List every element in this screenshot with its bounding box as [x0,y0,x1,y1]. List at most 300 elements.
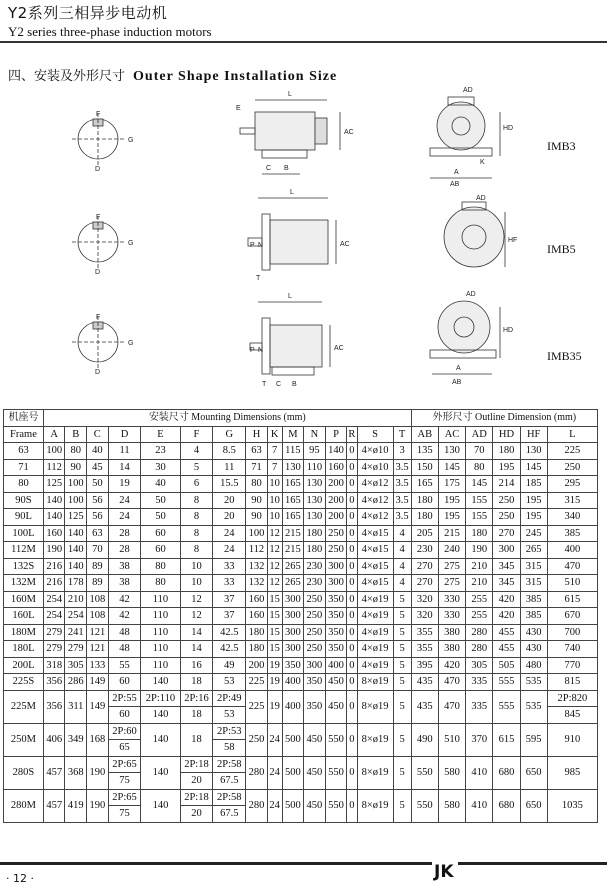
frame-cell: 71 [4,459,44,476]
dimension-cell: 400 [282,674,304,691]
dimension-cell: 555 [493,674,520,691]
dimension-cell: 18 [180,723,213,756]
dimension-cell: 350 [304,690,326,723]
section-title-zh: 四、安装及外形尺寸 [8,69,126,84]
table-row [4,591,598,608]
dimension-cell: 18 [180,674,213,691]
dimension-cell: 0 [347,459,357,476]
dimension-cell: 5 [393,591,411,608]
dimension-cell: 140 [65,542,87,559]
dimension-cell: 250 [325,525,347,542]
column-header: A [43,426,65,443]
dimension-cell: 350 [304,674,326,691]
dimension-cell: 33 [213,558,246,575]
dim-label: AB [452,379,462,386]
dimension-cell: 15.5 [213,476,246,493]
dimension-cell: 450 [325,690,347,723]
dimension-cell: 130 [304,492,326,509]
dimension-cell: 2P:18 [180,756,213,773]
frame-cell: 225M [4,690,44,723]
dimension-cell: 42 [108,608,141,625]
dimension-cell: 125 [43,476,65,493]
dimension-cell: 255 [466,608,493,625]
dimension-cell: 11 [213,459,246,476]
dimension-cell: 18 [180,707,213,724]
dim-label: K [480,159,485,166]
dimension-cell: 250 [493,509,520,526]
dimension-cell: 4×ø15 [357,575,393,592]
dimension-cell: 50 [141,492,180,509]
dimension-cell: 160 [325,459,347,476]
column-header: D [108,426,141,443]
dimension-cell: 24 [267,789,282,822]
dimension-cell: 555 [493,690,520,723]
dimension-cell: 180 [466,525,493,542]
dimension-cell: 3.5 [393,459,411,476]
dimension-cell: 510 [547,575,597,592]
dimension-cell: 500 [282,756,304,789]
mounting-label-imb3: IMB3 [547,139,576,153]
shaft-section-b5 [72,216,124,268]
dimension-cell: 80 [141,558,180,575]
dimension-cell: 132 [246,575,268,592]
dimension-cell: 0 [347,608,357,625]
frame-header-zh: 机座号 [4,410,44,427]
dimension-cell: 320 [411,591,438,608]
dimension-cell: 15 [267,591,282,608]
frame-cell: 280M [4,789,44,822]
dimension-cell: 2P:55 [108,690,141,707]
dim-label: D [95,369,101,376]
frame-cell: 132M [4,575,44,592]
dimension-cell: 815 [547,674,597,691]
dimension-cell: 67.5 [213,806,246,823]
dimension-cell: 110 [141,591,180,608]
dim-label: A [456,365,461,372]
dimension-cell: 215 [282,542,304,559]
dimension-cell: 250 [493,492,520,509]
dim-label: C [276,381,282,388]
dimension-cell: 406 [43,723,65,756]
dimension-cell: 90 [246,509,268,526]
table-row [4,723,598,740]
dimension-cell: 2P:16 [180,690,213,707]
dimension-cell: 0 [347,591,357,608]
dimension-cell: 12 [180,608,213,625]
dimension-cell: 65 [108,740,141,757]
dimension-cell: 140 [65,558,87,575]
dimension-cell: 250 [304,608,326,625]
frame-header-en: Frame [4,426,44,443]
dimension-cell: 121 [87,641,109,658]
dimension-cell: 265 [520,542,547,559]
dim-label: L [288,293,292,300]
dimension-cell: 200 [325,476,347,493]
dim-label: AC [340,241,350,248]
dimension-cell: 20 [180,773,213,790]
dimension-cell: 5 [393,789,411,822]
dimension-cell: 95 [304,443,326,460]
dimension-cell: 12 [267,558,282,575]
frame-cell: 80 [4,476,44,493]
dimension-cell: 10 [180,558,213,575]
dimension-cell: 490 [411,723,438,756]
dimension-cell: 280 [246,756,268,789]
dimension-cell: 2P:65 [108,789,141,806]
column-header: AD [466,426,493,443]
dimension-cell: 0 [347,476,357,493]
dimension-cell: 0 [347,443,357,460]
dimension-cell: 8×ø19 [357,789,393,822]
dim-label: F [96,314,101,321]
dimension-cell: 8×ø19 [357,756,393,789]
dimension-cell: 180 [411,509,438,526]
dimension-cell: 130 [304,509,326,526]
dimension-cell: 385 [520,608,547,625]
dimension-cell: 210 [466,558,493,575]
dimension-cell: 305 [466,657,493,674]
dimension-cell: 350 [325,641,347,658]
dimension-cell: 70 [87,542,109,559]
dimension-cell: 145 [466,476,493,493]
dimension-cell: 241 [65,624,87,641]
dimension-cell: 49 [213,657,246,674]
dimension-cell: 28 [108,542,141,559]
dimension-cell: 385 [520,591,547,608]
dimension-cell: 80 [246,476,268,493]
dimension-cell: 5 [393,641,411,658]
dimension-cell: 0 [347,657,357,674]
frame-cell: 280S [4,756,44,789]
dimension-cell: 195 [493,459,520,476]
dimension-cell: 450 [304,789,326,822]
dimension-cell: 100 [65,476,87,493]
dimension-cell: 140 [43,509,65,526]
dimension-cell: 230 [304,558,326,575]
dimension-cell: 300 [493,542,520,559]
dim-label: HD [503,125,514,132]
table-row [4,608,598,625]
dimension-cell: 135 [411,443,438,460]
dimension-cell: 80 [65,443,87,460]
dimension-cell: 130 [520,443,547,460]
dim-label: E [236,105,241,112]
dimension-cell: 410 [466,789,493,822]
dimension-cell: 160 [43,525,65,542]
dimension-cell: 0 [347,756,357,789]
page-title-en: Y2 series three-phase induction motors [8,24,212,39]
dimension-cell: 380 [438,641,465,658]
dimension-cell: 279 [43,624,65,641]
dimension-cell: 190 [87,789,109,822]
dimension-cell: 20 [213,492,246,509]
dim-label: AC [334,345,344,352]
dimension-cell: 149 [87,674,109,691]
dimension-cell: 770 [547,657,597,674]
dimension-cell: 121 [87,624,109,641]
dimension-cell: 145 [438,459,465,476]
dimension-cell: 457 [43,789,65,822]
dimension-cell: 400 [282,690,304,723]
dimension-cell: 4 [180,443,213,460]
dimension-cell: 89 [87,575,109,592]
dimension-cell: 130 [438,443,465,460]
dimension-cell: 286 [65,674,87,691]
dimension-cell: 4×ø10 [357,459,393,476]
dimension-cell: 75 [108,806,141,823]
dimension-cell: 680 [493,789,520,822]
dimension-cell: 8 [180,542,213,559]
frame-cell: 180L [4,641,44,658]
dimension-cell: 56 [87,492,109,509]
dimension-cell: 10 [180,575,213,592]
dim-label: L [288,91,292,98]
dimension-cell: 230 [411,542,438,559]
dimension-cell: 53 [213,674,246,691]
table-row [4,756,598,773]
column-header: N [304,426,326,443]
table-row [4,542,598,559]
dimension-cell: 265 [282,558,304,575]
dimension-cell: 356 [43,674,65,691]
dimension-cell: 1035 [547,789,597,822]
group-header-row [4,410,598,427]
dimension-cell: 5 [180,459,213,476]
dimension-cell: 4×ø12 [357,476,393,493]
dimension-cell: 63 [246,443,268,460]
dimension-cell: 48 [108,624,141,641]
motor-side-b35 [250,302,330,375]
dimension-cell: 450 [304,756,326,789]
mounting-label-imb5: IMB5 [547,242,576,256]
dimension-cell: 24 [267,756,282,789]
dimension-cell: 12 [267,575,282,592]
dimension-cell: 230 [304,575,326,592]
dimension-cell: 435 [411,674,438,691]
frame-cell: 250M [4,723,44,756]
dimension-cell: 455 [493,641,520,658]
table-row [4,575,598,592]
dimension-cell: 470 [438,690,465,723]
dimension-cell: 38 [108,558,141,575]
motor-side-b3 [240,100,340,174]
dimension-cell: 250 [304,641,326,658]
dimension-cell: 0 [347,624,357,641]
motor-end-b35 [430,301,500,374]
dimension-cell: 145 [520,459,547,476]
dimension-cell: 15 [267,624,282,641]
dimension-cell: 12 [267,525,282,542]
dimension-cell: 305 [65,657,87,674]
dimension-cell: 435 [411,690,438,723]
dimension-cell: 0 [347,575,357,592]
dimension-cell: 15 [267,608,282,625]
dimension-cell: 845 [547,707,597,724]
dimension-cell: 155 [466,492,493,509]
dimension-cell: 178 [65,575,87,592]
dimension-cell: 180 [493,443,520,460]
dimension-cell: 275 [438,575,465,592]
dimension-cell: 140 [325,443,347,460]
dimension-cell: 63 [87,525,109,542]
dim-label: AB [450,181,460,188]
dim-label: G [128,137,134,144]
dimension-cell: 580 [438,789,465,822]
dimension-cell: 37 [213,608,246,625]
dimension-cell: 380 [438,624,465,641]
dimension-cell: 4×ø15 [357,542,393,559]
dimension-cell: 254 [43,591,65,608]
dimension-cell: 350 [325,624,347,641]
column-header: AB [411,426,438,443]
dimension-cell: 270 [411,575,438,592]
dimension-cell: 160 [246,591,268,608]
dimension-cell: 385 [547,525,597,542]
dimension-cell: 7 [267,443,282,460]
dimension-cell: 3.5 [393,509,411,526]
dimension-cell: 280 [246,789,268,822]
dimension-cell: 345 [493,575,520,592]
page-title-zh: Y2系列三相异步电动机 [8,4,168,22]
dimension-cell: 8 [180,492,213,509]
dimension-cell: 500 [282,789,304,822]
column-header: M [282,426,304,443]
dimension-cell: 4×ø10 [357,443,393,460]
dimension-cell: 5 [393,723,411,756]
dimension-cell: 165 [282,509,304,526]
shaft-section-b3 [72,113,124,165]
dimension-cell: 680 [493,756,520,789]
dimension-cell: 50 [141,509,180,526]
dimension-cell: 210 [466,575,493,592]
dimension-cell: 133 [87,657,109,674]
svg-text:JK: JK [434,862,454,882]
outline-group-header: 外形尺寸 Outline Dimension (mm) [411,410,597,427]
dimension-cell: 14 [180,641,213,658]
dimension-cell: 42.5 [213,624,246,641]
dim-label: N [258,347,264,354]
dimension-cell: 4 [393,525,411,542]
column-header: HD [493,426,520,443]
dimension-cell: 205 [411,525,438,542]
dimension-cell: 650 [520,756,547,789]
dimension-cell: 16 [180,657,213,674]
dimension-cell: 311 [65,690,87,723]
dimension-cell: 550 [325,756,347,789]
table-row [4,476,598,493]
dimension-cell: 370 [466,723,493,756]
dim-label: B [284,165,289,172]
column-header: T [393,426,411,443]
table-row [4,509,598,526]
dimension-cell: 100 [246,525,268,542]
dim-label: D [95,166,101,173]
dimension-cell: 395 [411,657,438,674]
dimension-cell: 8 [180,525,213,542]
dimension-cell: 350 [282,657,304,674]
frame-cell: 200L [4,657,44,674]
dimension-cell: 2P:60 [108,723,141,740]
dimension-cell: 90 [246,492,268,509]
table-row [4,789,598,806]
dimension-cell: 60 [141,542,180,559]
dimension-cell: 318 [43,657,65,674]
dimension-cell: 67.5 [213,773,246,790]
dimension-cell: 279 [65,641,87,658]
dimension-cell: 108 [87,591,109,608]
dimension-cell: 300 [282,591,304,608]
dimension-cell: 89 [87,558,109,575]
dimension-cell: 140 [43,492,65,509]
dim-label: D [95,269,101,276]
dimension-cell: 165 [282,476,304,493]
dimension-cell: 670 [547,608,597,625]
dimension-cell: 0 [347,492,357,509]
dimension-cell: 195 [438,492,465,509]
dimension-cell: 165 [282,492,304,509]
dimension-cell: 24 [213,542,246,559]
dimension-cell: 270 [411,558,438,575]
column-header: AC [438,426,465,443]
dim-label: B [292,381,297,388]
dimension-cell: 132 [246,558,268,575]
dimension-cell: 195 [520,509,547,526]
column-header: S [357,426,393,443]
column-header: R [347,426,357,443]
dimension-cell: 300 [325,558,347,575]
dimension-cell: 180 [246,641,268,658]
dim-label: F [96,214,101,221]
shaft-section-b35 [72,316,124,368]
dimension-cell: 550 [411,789,438,822]
dimension-cell: 255 [466,591,493,608]
dimension-cell: 2P:58 [213,789,246,806]
dimension-cell: 0 [347,525,357,542]
dimension-cell: 19 [267,657,282,674]
dimension-cell: 140 [141,756,180,789]
frame-cell: 180M [4,624,44,641]
dimension-cell: 340 [547,509,597,526]
dim-label: AD [463,87,473,94]
dimension-cell: 2P:110 [141,690,180,707]
dimension-cell: 24 [108,492,141,509]
table-row [4,525,598,542]
dimension-cell: 10 [267,492,282,509]
dimension-cell: 4×ø19 [357,624,393,641]
dimension-cell: 150 [411,459,438,476]
dimension-cell: 33 [213,575,246,592]
dimension-cell: 510 [438,723,465,756]
dimension-cell: 6 [180,476,213,493]
dimension-cell: 42 [108,591,141,608]
dimension-cell: 130 [304,476,326,493]
dimension-cell: 48 [108,641,141,658]
dimension-cell: 210 [65,591,87,608]
dimension-cell: 165 [411,476,438,493]
dimension-cell: 200 [325,509,347,526]
column-header: HF [520,426,547,443]
frame-cell: 63 [4,443,44,460]
motor-end-b5 [444,202,505,267]
dimension-cell: 250 [304,591,326,608]
dimension-cell: 195 [438,509,465,526]
dimension-cell: 140 [141,723,180,756]
dimension-cell: 350 [325,608,347,625]
dimension-cell: 315 [520,575,547,592]
dimension-cell: 216 [43,575,65,592]
dimension-cell: 112 [246,542,268,559]
dimension-cell: 2P:65 [108,756,141,773]
